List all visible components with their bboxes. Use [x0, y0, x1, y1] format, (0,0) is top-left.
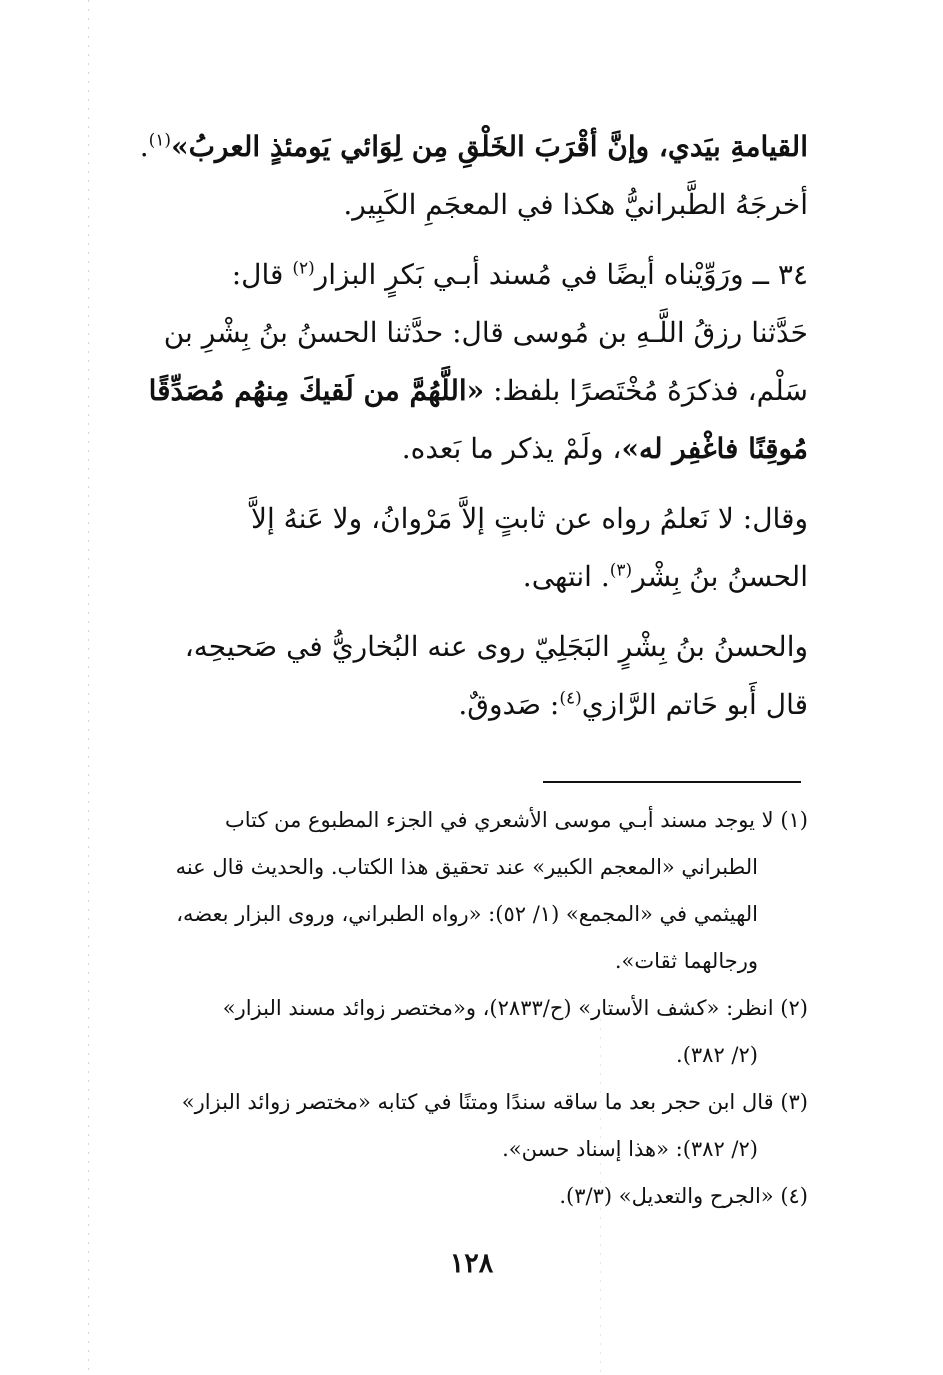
- footnote-line: (٢) انظر: «كشف الأستار» (ح/٢٨٣٣)، و«مختصر زوائد مسند البزار»: [222, 996, 808, 1020]
- text-segment: : صَدوقٌ.: [458, 688, 560, 721]
- text-segment: ٣٤ ــ ورَوِّيْناه أيضًا في مُسند أبـي بَكرٍ البزار: [314, 258, 808, 291]
- footnote-marker: (٢): [292, 258, 315, 279]
- text-segment: سَلْم، فذكرَهُ مُخْتَصرًا بلفظ:: [484, 374, 808, 407]
- text-segment: . انتهى.: [522, 560, 610, 593]
- footnotes: [103, 797, 808, 1220]
- footnote-line: الهيثمي في «المجمع» (١/ ٥٢): «رواه الطبراني، وروى البزار بعضه،: [176, 902, 758, 926]
- footnote-line: (١) لا يوجد مسند أبـي موسى الأشعري في الجزء المطبوع من كتاب: [224, 808, 808, 832]
- footnote-line: (٢/ ٣٨٢).: [676, 1043, 758, 1067]
- paragraph-narrator-note: [103, 618, 808, 734]
- footnote-3: [103, 1079, 808, 1173]
- footnote-marker: (١): [148, 130, 172, 151]
- main-text: [103, 118, 808, 734]
- paragraph-bazzar-comment: [103, 490, 808, 606]
- text-segment: ، ولَمْ يذكر ما بَعده.: [401, 432, 622, 465]
- text-line: [103, 420, 808, 478]
- footnote-2: [103, 985, 808, 1079]
- text-segment: .: [139, 130, 149, 163]
- text-line: [103, 676, 808, 734]
- text-line: أخرجَهُ الطَّبرانيُّ هكذا في المعجَمِ الكَبِير.: [343, 188, 808, 221]
- page-number: ١٢٨: [449, 1248, 494, 1279]
- footnote-line: (٢/ ٣٨٢): «هذا إسناد حسن».: [502, 1137, 758, 1161]
- text-line: [103, 548, 808, 606]
- text-segment: قال أَبو حَاتم الرَّازي: [581, 688, 808, 721]
- hadith-text: القيامةِ بيَدي، وإنَّ أقْرَبَ الخَلْقِ مِن لِوَائي يَومئذٍ العربُ»: [171, 130, 808, 163]
- footnote-line: (٤) «الجرح والتعديل» (٣/٣).: [559, 1184, 808, 1208]
- text-line: حَدَّثنا رزقُ اللَّـهِ بن مُوسى قال: حدَّثنا الحسنُ بنُ بِشْرِ بن: [163, 316, 808, 349]
- paragraph-34: [103, 246, 808, 478]
- hadith-text: مُوقِنًا فاغْفِر له»: [621, 432, 808, 465]
- footnote-marker: (٣): [609, 560, 633, 581]
- text-line: [103, 362, 808, 420]
- scan-margin-dots: [88, 0, 89, 1375]
- footnote-separator: [543, 781, 801, 783]
- text-segment: قال:: [231, 258, 293, 291]
- footnote-line: (٣) قال ابن حجر بعد ما ساقه سندًا ومتنًا في كتابه «مختصر زوائد البزار»: [181, 1090, 808, 1114]
- text-line: وقال: لا نَعلمُ رواه عن ثابتٍ إلاَّ مَرْوانُ، ولا عَنهُ إلاَّ: [250, 502, 808, 535]
- footnote-4: [103, 1173, 808, 1220]
- text-line: [103, 246, 808, 304]
- footnote-marker: (٤): [559, 688, 582, 709]
- footnote-line: ورجالهما ثقات».: [614, 949, 758, 973]
- text-line: [103, 118, 808, 176]
- text-segment: الحسنُ بنُ بِشْر: [632, 560, 808, 593]
- footnote-line: الطبراني «المعجم الكبير» عند تحقيق هذا الكتاب. والحديث قال عنه: [175, 855, 758, 879]
- paragraph-hadith-end: [103, 118, 808, 234]
- hadith-text: «اللَّهُمَّ من لَقيكَ مِنهُم مُصَدِّقًا: [148, 374, 485, 407]
- footnote-1: [103, 797, 808, 985]
- text-line: والحسنُ بنُ بِشْرٍ البَجَلِيّ روى عنه البُخاريُّ في صَحيحِه،: [184, 630, 808, 663]
